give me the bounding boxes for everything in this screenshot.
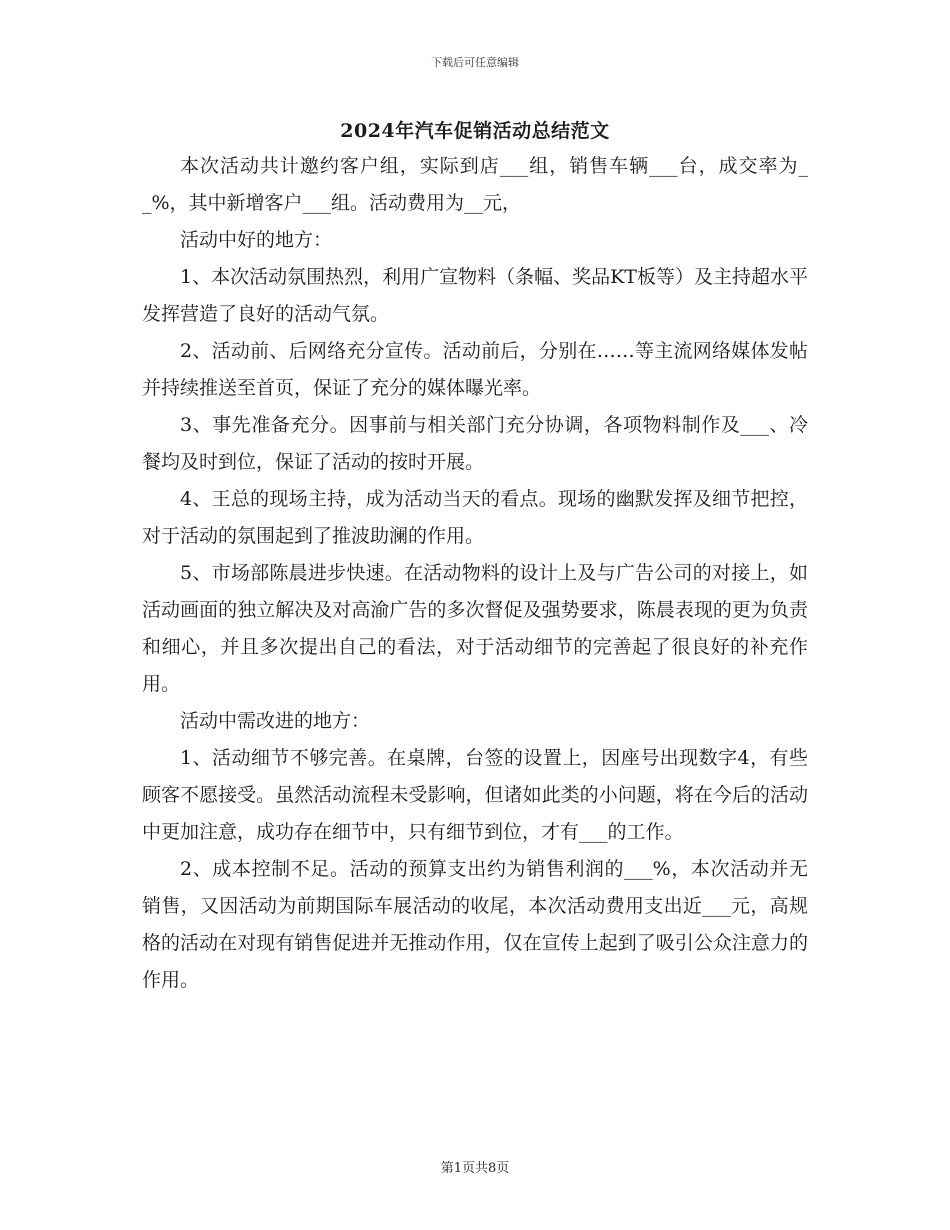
paragraph: 1、本次活动氛围热烈，利用广宣物料（条幅、奖品KT板等）及主持超水平发挥营造了良好的活动气氛。 xyxy=(142,266,808,325)
page-title: 2024年汽车促销活动总结范文 xyxy=(340,120,610,142)
document-body xyxy=(142,148,808,999)
paragraph: 3、事先准备充分。因事前与相关部门充分协调，各项物料制作及___、冷餐均及时到位，保证了活动的按时开展。 xyxy=(142,414,808,473)
paragraph: 5、市场部陈晨进步快速。在活动物料的设计上及与广告公司的对接上，如活动画面的独立解决及对高渝广告的多次督促及强势要求，陈晨表现的更为负责和细心，并且多次提出自己的看法，对于活动细节的完善起了很良好的补充作用。 xyxy=(142,562,808,695)
paragraph: 4、王总的现场主持，成为活动当天的看点。现场的幽默发挥及细节把控，对于活动的氛围起到了推波助澜的作用。 xyxy=(142,488,808,547)
paragraph: 2、成本控制不足。活动的预算支出约为销售利润的___%，本次活动并无销售，又因活动为前期国际车展活动的收尾，本次活动费用支出近___元，高规格的活动在对现有销售促进并无推动作用，仅在宣传上起到了吸引公众注意力的作用。 xyxy=(142,858,808,991)
paragraph: 本次活动共计邀约客户组，实际到店___组，销售车辆___台，成交率为__%，其中新增客户___组。活动费用为__元， xyxy=(142,155,808,214)
paragraph: 活动中需改进的地方： xyxy=(180,710,371,732)
paragraph: 活动中好的地方： xyxy=(180,229,333,251)
paragraph: 1、活动细节不够完善。在桌牌，台签的设置上，因座号出现数字4，有些顾客不愿接受。虽然活动流程未受影响，但诸如此类的小问题，将在今后的活动中更加注意，成功存在细节中，只有细节到位，才有___的工作。 xyxy=(142,747,808,843)
page-number: 第1页共8页 xyxy=(440,1161,510,1176)
paragraph: 2、活动前、后网络充分宣传。活动前后，分别在……等主流网络媒体发帖并持续推送至首页，保证了充分的媒体曝光率。 xyxy=(142,340,808,399)
header-note: 下载后可任意编辑 xyxy=(431,56,519,69)
